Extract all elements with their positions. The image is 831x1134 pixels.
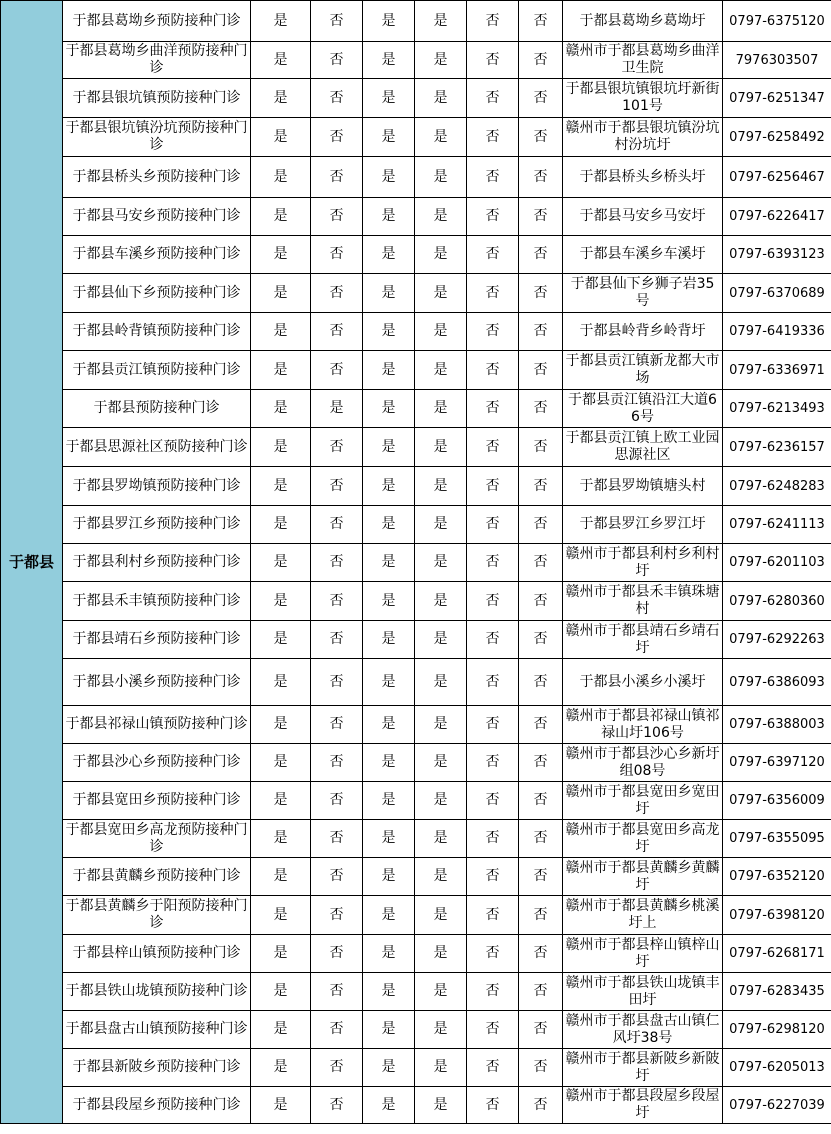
address-cell: 于都县桥头乡桥头圩 xyxy=(563,157,723,198)
flag-cell: 是 xyxy=(415,236,467,274)
phone-cell: 0797-6201103 xyxy=(723,544,831,582)
flag-cell: 否 xyxy=(311,782,363,820)
flag-cell: 否 xyxy=(519,236,563,274)
flag-cell: 否 xyxy=(519,858,563,896)
flag-cell: 否 xyxy=(467,544,519,582)
phone-cell: 0797-6292263 xyxy=(723,621,831,659)
clinic-name-cell: 于都县预防接种门诊 xyxy=(63,390,251,428)
address-cell: 于都县葛坳乡葛坳圩 xyxy=(563,1,723,42)
flag-cell: 否 xyxy=(311,973,363,1011)
clinic-name-cell: 于都县沙心乡预防接种门诊 xyxy=(63,744,251,782)
flag-cell: 是 xyxy=(363,1011,415,1049)
flag-cell: 是 xyxy=(363,935,415,973)
flag-cell: 是 xyxy=(251,858,311,896)
flag-cell: 是 xyxy=(363,782,415,820)
flag-cell: 是 xyxy=(415,896,467,935)
flag-cell: 是 xyxy=(363,820,415,858)
table-row xyxy=(1,820,831,858)
address-cell: 于都县车溪乡车溪圩 xyxy=(563,236,723,274)
table-row xyxy=(1,1087,831,1124)
phone-cell: 0797-6251347 xyxy=(723,79,831,118)
flag-cell: 否 xyxy=(467,935,519,973)
phone-cell: 0797-6419336 xyxy=(723,313,831,351)
flag-cell: 否 xyxy=(467,157,519,198)
flag-cell: 是 xyxy=(415,544,467,582)
table-row xyxy=(1,1011,831,1049)
flag-cell: 否 xyxy=(311,744,363,782)
phone-cell: 0797-6258492 xyxy=(723,118,831,157)
flag-cell: 否 xyxy=(467,659,519,706)
flag-cell: 是 xyxy=(251,467,311,506)
table-row xyxy=(1,544,831,582)
table-row xyxy=(1,236,831,274)
address-cell: 赣州市于都县段屋乡段屋圩 xyxy=(563,1087,723,1124)
phone-cell: 0797-6241113 xyxy=(723,506,831,544)
flag-cell: 否 xyxy=(467,896,519,935)
flag-cell: 否 xyxy=(311,157,363,198)
flag-cell: 否 xyxy=(519,351,563,390)
clinic-name-cell: 于都县葛坳乡曲洋预防接种门诊 xyxy=(63,42,251,79)
flag-cell: 否 xyxy=(467,1011,519,1049)
flag-cell: 否 xyxy=(519,782,563,820)
table-row xyxy=(1,390,831,428)
address-cell: 赣州市于都县沙心乡新圩组08号 xyxy=(563,744,723,782)
flag-cell: 否 xyxy=(519,935,563,973)
flag-cell: 否 xyxy=(519,973,563,1011)
flag-cell: 否 xyxy=(467,236,519,274)
flag-cell: 否 xyxy=(467,706,519,744)
flag-cell: 是 xyxy=(415,390,467,428)
flag-cell: 否 xyxy=(311,659,363,706)
flag-cell: 否 xyxy=(467,351,519,390)
phone-cell: 0797-6375120 xyxy=(723,1,831,42)
phone-cell: 0797-6256467 xyxy=(723,157,831,198)
address-cell: 于都县贡江镇上欧工业园思源社区 xyxy=(563,428,723,467)
phone-cell: 7976303507 xyxy=(723,42,831,79)
address-cell: 赣州市于都县宽田乡宽田圩 xyxy=(563,782,723,820)
table-row xyxy=(1,467,831,506)
flag-cell: 是 xyxy=(415,1011,467,1049)
flag-cell: 否 xyxy=(311,1087,363,1124)
phone-cell: 0797-6236157 xyxy=(723,428,831,467)
flag-cell: 否 xyxy=(311,467,363,506)
table-row xyxy=(1,313,831,351)
flag-cell: 否 xyxy=(311,820,363,858)
address-cell: 赣州市于都县祁禄山镇祁禄山圩106号 xyxy=(563,706,723,744)
flag-cell: 否 xyxy=(519,706,563,744)
flag-cell: 是 xyxy=(415,1087,467,1124)
table-row xyxy=(1,42,831,79)
table-row xyxy=(1,706,831,744)
table-row xyxy=(1,973,831,1011)
phone-cell: 0797-6352120 xyxy=(723,858,831,896)
clinic-name-cell: 于都县黄麟乡预防接种门诊 xyxy=(63,858,251,896)
address-cell: 于都县罗坳镇塘头村 xyxy=(563,467,723,506)
flag-cell: 是 xyxy=(251,79,311,118)
flag-cell: 是 xyxy=(415,198,467,236)
flag-cell: 是 xyxy=(363,157,415,198)
flag-cell: 是 xyxy=(415,79,467,118)
table-row xyxy=(1,582,831,621)
flag-cell: 否 xyxy=(519,1,563,42)
flag-cell: 是 xyxy=(251,157,311,198)
flag-cell: 是 xyxy=(251,820,311,858)
clinic-name-cell: 于都县宽田乡预防接种门诊 xyxy=(63,782,251,820)
flag-cell: 是 xyxy=(251,1011,311,1049)
flag-cell: 否 xyxy=(467,858,519,896)
address-cell: 赣州市于都县黄麟乡黄麟圩 xyxy=(563,858,723,896)
phone-cell: 0797-6226417 xyxy=(723,198,831,236)
flag-cell: 是 xyxy=(251,1087,311,1124)
flag-cell: 否 xyxy=(467,428,519,467)
flag-cell: 否 xyxy=(467,621,519,659)
clinic-name-cell: 于都县祁禄山镇预防接种门诊 xyxy=(63,706,251,744)
phone-cell: 0797-6370689 xyxy=(723,274,831,313)
flag-cell: 否 xyxy=(519,1087,563,1124)
flag-cell: 是 xyxy=(363,118,415,157)
flag-cell: 是 xyxy=(415,782,467,820)
flag-cell: 是 xyxy=(251,428,311,467)
clinic-name-cell: 于都县岭背镇预防接种门诊 xyxy=(63,313,251,351)
phone-cell: 0797-6398120 xyxy=(723,896,831,935)
flag-cell: 是 xyxy=(251,236,311,274)
flag-cell: 否 xyxy=(311,706,363,744)
flag-cell: 是 xyxy=(415,820,467,858)
flag-cell: 否 xyxy=(519,744,563,782)
phone-cell: 0797-6386093 xyxy=(723,659,831,706)
flag-cell: 是 xyxy=(415,744,467,782)
clinic-name-cell: 于都县桥头乡预防接种门诊 xyxy=(63,157,251,198)
flag-cell: 是 xyxy=(251,313,311,351)
flag-cell: 否 xyxy=(311,42,363,79)
flag-cell: 是 xyxy=(251,544,311,582)
address-cell: 于都县岭背乡岭背圩 xyxy=(563,313,723,351)
flag-cell: 否 xyxy=(467,198,519,236)
flag-cell: 是 xyxy=(363,198,415,236)
table-row xyxy=(1,351,831,390)
flag-cell: 是 xyxy=(415,973,467,1011)
flag-cell: 是 xyxy=(415,935,467,973)
flag-cell: 否 xyxy=(311,896,363,935)
flag-cell: 是 xyxy=(251,659,311,706)
clinic-name-cell: 于都县银坑镇预防接种门诊 xyxy=(63,79,251,118)
flag-cell: 否 xyxy=(311,544,363,582)
flag-cell: 否 xyxy=(519,118,563,157)
flag-cell: 否 xyxy=(519,390,563,428)
flag-cell: 是 xyxy=(251,198,311,236)
flag-cell: 是 xyxy=(363,506,415,544)
flag-cell: 是 xyxy=(251,621,311,659)
flag-cell: 是 xyxy=(363,582,415,621)
address-cell: 于都县仙下乡狮子岩35号 xyxy=(563,274,723,313)
flag-cell: 否 xyxy=(311,351,363,390)
flag-cell: 是 xyxy=(363,896,415,935)
flag-cell: 否 xyxy=(467,390,519,428)
flag-cell: 是 xyxy=(415,1,467,42)
clinic-name-cell: 于都县盘古山镇预防接种门诊 xyxy=(63,1011,251,1049)
flag-cell: 是 xyxy=(363,313,415,351)
address-cell: 赣州市于都县梓山镇梓山圩 xyxy=(563,935,723,973)
table-row xyxy=(1,198,831,236)
flag-cell: 否 xyxy=(311,118,363,157)
flag-cell: 是 xyxy=(251,896,311,935)
flag-cell: 是 xyxy=(363,274,415,313)
phone-cell: 0797-6355095 xyxy=(723,820,831,858)
address-cell: 于都县贡江镇沿江大道66号 xyxy=(563,390,723,428)
phone-cell: 0797-6397120 xyxy=(723,744,831,782)
flag-cell: 是 xyxy=(251,744,311,782)
address-cell: 于都县小溪乡小溪圩 xyxy=(563,659,723,706)
address-cell: 赣州市于都县禾丰镇珠塘村 xyxy=(563,582,723,621)
flag-cell: 是 xyxy=(251,1,311,42)
phone-cell: 0797-6298120 xyxy=(723,1011,831,1049)
flag-cell: 否 xyxy=(519,544,563,582)
phone-cell: 0797-6227039 xyxy=(723,1087,831,1124)
flag-cell: 是 xyxy=(251,582,311,621)
flag-cell: 是 xyxy=(251,973,311,1011)
flag-cell: 否 xyxy=(311,1,363,42)
table-row xyxy=(1,1,831,42)
phone-cell: 0797-6388003 xyxy=(723,706,831,744)
phone-cell: 0797-6393123 xyxy=(723,236,831,274)
flag-cell: 否 xyxy=(467,820,519,858)
clinic-name-cell: 于都县罗坳镇预防接种门诊 xyxy=(63,467,251,506)
flag-cell: 否 xyxy=(519,313,563,351)
flag-cell: 否 xyxy=(519,621,563,659)
flag-cell: 是 xyxy=(363,973,415,1011)
flag-cell: 是 xyxy=(363,744,415,782)
table-row xyxy=(1,858,831,896)
flag-cell: 否 xyxy=(519,157,563,198)
flag-cell: 是 xyxy=(251,1049,311,1087)
flag-cell: 否 xyxy=(519,896,563,935)
flag-cell: 是 xyxy=(415,351,467,390)
flag-cell: 否 xyxy=(467,506,519,544)
flag-cell: 否 xyxy=(519,274,563,313)
table-row xyxy=(1,274,831,313)
clinic-name-cell: 于都县段屋乡预防接种门诊 xyxy=(63,1087,251,1124)
phone-cell: 0797-6283435 xyxy=(723,973,831,1011)
address-cell: 赣州市于都县黄麟乡桃溪圩上 xyxy=(563,896,723,935)
flag-cell: 否 xyxy=(311,198,363,236)
flag-cell: 是 xyxy=(251,118,311,157)
flag-cell: 否 xyxy=(311,1049,363,1087)
flag-cell: 否 xyxy=(311,935,363,973)
flag-cell: 是 xyxy=(251,351,311,390)
flag-cell: 是 xyxy=(415,313,467,351)
clinic-name-cell: 于都县铁山垅镇预防接种门诊 xyxy=(63,973,251,1011)
address-cell: 于都县罗江乡罗江圩 xyxy=(563,506,723,544)
flag-cell: 是 xyxy=(363,1087,415,1124)
flag-cell: 是 xyxy=(251,706,311,744)
flag-cell: 否 xyxy=(519,428,563,467)
flag-cell: 否 xyxy=(467,467,519,506)
flag-cell: 是 xyxy=(415,506,467,544)
address-cell: 赣州市于都县新陂乡新陂圩 xyxy=(563,1049,723,1087)
phone-cell: 0797-6213493 xyxy=(723,390,831,428)
table-row xyxy=(1,621,831,659)
flag-cell: 是 xyxy=(363,544,415,582)
table-row xyxy=(1,935,831,973)
clinic-name-cell: 于都县新陂乡预防接种门诊 xyxy=(63,1049,251,1087)
flag-cell: 是 xyxy=(363,659,415,706)
address-cell: 赣州市于都县葛坳乡曲洋卫生院 xyxy=(563,42,723,79)
flag-cell: 否 xyxy=(311,582,363,621)
flag-cell: 否 xyxy=(311,313,363,351)
flag-cell: 否 xyxy=(311,621,363,659)
flag-cell: 是 xyxy=(415,659,467,706)
address-cell: 赣州市于都县银坑镇汾坑村汾坑圩 xyxy=(563,118,723,157)
clinic-name-cell: 于都县葛坳乡预防接种门诊 xyxy=(63,1,251,42)
table-row xyxy=(1,79,831,118)
table-row xyxy=(1,782,831,820)
clinic-name-cell: 于都县靖石乡预防接种门诊 xyxy=(63,621,251,659)
phone-cell: 0797-6356009 xyxy=(723,782,831,820)
flag-cell: 否 xyxy=(519,1049,563,1087)
clinic-name-cell: 于都县车溪乡预防接种门诊 xyxy=(63,236,251,274)
flag-cell: 是 xyxy=(415,582,467,621)
clinic-name-cell: 于都县小溪乡预防接种门诊 xyxy=(63,659,251,706)
flag-cell: 是 xyxy=(311,390,363,428)
flag-cell: 否 xyxy=(467,79,519,118)
clinic-name-cell: 于都县利村乡预防接种门诊 xyxy=(63,544,251,582)
flag-cell: 是 xyxy=(415,428,467,467)
flag-cell: 否 xyxy=(311,236,363,274)
clinic-name-cell: 于都县黄麟乡于阳预防接种门诊 xyxy=(63,896,251,935)
phone-cell: 0797-6336971 xyxy=(723,351,831,390)
table-row xyxy=(1,1049,831,1087)
flag-cell: 是 xyxy=(363,428,415,467)
flag-cell: 否 xyxy=(519,506,563,544)
flag-cell: 是 xyxy=(363,858,415,896)
table-row xyxy=(1,428,831,467)
flag-cell: 是 xyxy=(363,351,415,390)
flag-cell: 否 xyxy=(311,858,363,896)
flag-cell: 否 xyxy=(311,274,363,313)
table-row xyxy=(1,506,831,544)
flag-cell: 否 xyxy=(467,1,519,42)
address-cell: 赣州市于都县靖石乡靖石圩 xyxy=(563,621,723,659)
address-cell: 于都县马安乡马安圩 xyxy=(563,198,723,236)
address-cell: 赣州市于都县盘古山镇仁风圩38号 xyxy=(563,1011,723,1049)
flag-cell: 是 xyxy=(363,621,415,659)
flag-cell: 是 xyxy=(363,236,415,274)
flag-cell: 是 xyxy=(415,621,467,659)
flag-cell: 是 xyxy=(415,858,467,896)
table-row xyxy=(1,896,831,935)
flag-cell: 是 xyxy=(251,274,311,313)
table-row xyxy=(1,118,831,157)
phone-cell: 0797-6280360 xyxy=(723,582,831,621)
address-cell: 于都县银坑镇银坑圩新街101号 xyxy=(563,79,723,118)
clinic-name-cell: 于都县仙下乡预防接种门诊 xyxy=(63,274,251,313)
flag-cell: 否 xyxy=(519,659,563,706)
flag-cell: 否 xyxy=(467,582,519,621)
flag-cell: 是 xyxy=(251,42,311,79)
flag-cell: 否 xyxy=(467,42,519,79)
flag-cell: 是 xyxy=(415,467,467,506)
flag-cell: 是 xyxy=(415,274,467,313)
flag-cell: 是 xyxy=(363,42,415,79)
flag-cell: 是 xyxy=(415,706,467,744)
flag-cell: 是 xyxy=(415,1049,467,1087)
flag-cell: 是 xyxy=(363,390,415,428)
flag-cell: 否 xyxy=(311,79,363,118)
flag-cell: 否 xyxy=(467,118,519,157)
flag-cell: 否 xyxy=(467,274,519,313)
flag-cell: 否 xyxy=(467,313,519,351)
address-cell: 赣州市于都县宽田乡高龙圩 xyxy=(563,820,723,858)
phone-cell: 0797-6268171 xyxy=(723,935,831,973)
clinic-name-cell: 于都县禾丰镇预防接种门诊 xyxy=(63,582,251,621)
county-cell: 于都县 xyxy=(1,1,63,1124)
address-cell: 于都县贡江镇新龙都大市场 xyxy=(563,351,723,390)
clinic-name-cell: 于都县思源社区预防接种门诊 xyxy=(63,428,251,467)
flag-cell: 是 xyxy=(415,118,467,157)
flag-cell: 是 xyxy=(251,390,311,428)
address-cell: 赣州市于都县铁山垅镇丰田圩 xyxy=(563,973,723,1011)
flag-cell: 否 xyxy=(467,973,519,1011)
flag-cell: 否 xyxy=(519,42,563,79)
table-row xyxy=(1,157,831,198)
flag-cell: 是 xyxy=(251,782,311,820)
clinic-name-cell: 于都县梓山镇预防接种门诊 xyxy=(63,935,251,973)
flag-cell: 否 xyxy=(467,1049,519,1087)
flag-cell: 否 xyxy=(467,782,519,820)
flag-cell: 否 xyxy=(519,198,563,236)
flag-cell: 否 xyxy=(311,506,363,544)
flag-cell: 否 xyxy=(467,744,519,782)
flag-cell: 是 xyxy=(363,1,415,42)
flag-cell: 否 xyxy=(519,582,563,621)
flag-cell: 是 xyxy=(415,42,467,79)
clinic-name-cell: 于都县罗江乡预防接种门诊 xyxy=(63,506,251,544)
table-row xyxy=(1,659,831,706)
flag-cell: 否 xyxy=(519,467,563,506)
flag-cell: 是 xyxy=(251,935,311,973)
clinic-name-cell: 于都县宽田乡高龙预防接种门诊 xyxy=(63,820,251,858)
flag-cell: 是 xyxy=(363,467,415,506)
flag-cell: 是 xyxy=(251,506,311,544)
flag-cell: 否 xyxy=(519,1011,563,1049)
phone-cell: 0797-6248283 xyxy=(723,467,831,506)
flag-cell: 否 xyxy=(467,1087,519,1124)
flag-cell: 是 xyxy=(415,157,467,198)
flag-cell: 是 xyxy=(363,1049,415,1087)
clinic-name-cell: 于都县马安乡预防接种门诊 xyxy=(63,198,251,236)
flag-cell: 是 xyxy=(363,706,415,744)
flag-cell: 否 xyxy=(311,1011,363,1049)
table-row xyxy=(1,744,831,782)
phone-cell: 0797-6205013 xyxy=(723,1049,831,1087)
clinic-name-cell: 于都县贡江镇预防接种门诊 xyxy=(63,351,251,390)
clinic-name-cell: 于都县银坑镇汾坑预防接种门诊 xyxy=(63,118,251,157)
flag-cell: 否 xyxy=(519,79,563,118)
flag-cell: 否 xyxy=(311,428,363,467)
flag-cell: 否 xyxy=(519,820,563,858)
address-cell: 赣州市于都县利村乡利村圩 xyxy=(563,544,723,582)
flag-cell: 是 xyxy=(363,79,415,118)
